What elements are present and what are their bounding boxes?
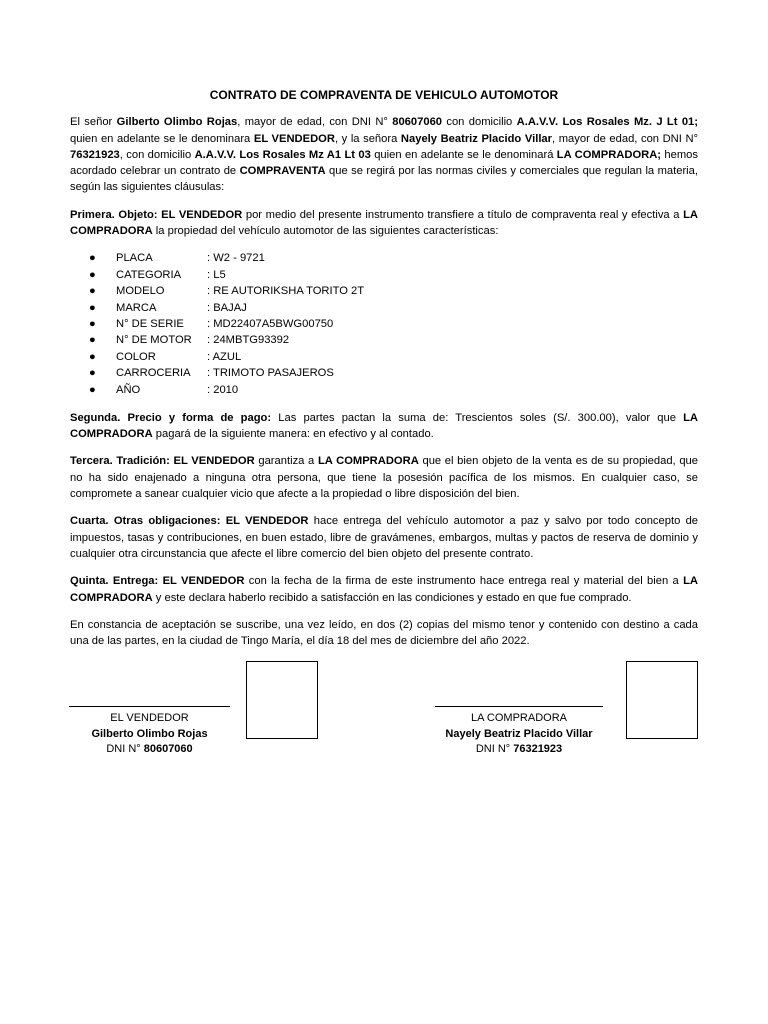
seller-signature-line [69,706,230,707]
bold-run: Gilberto Olimbo Rojas [116,116,238,129]
bold-run: LA COMPRADORA [70,575,699,604]
bold-run: Segunda. Precio y forma de pago: [70,411,272,424]
spec-item [70,283,698,299]
bold-run: EL VENDEDOR [173,455,255,468]
buyer-name: Nayely Beatriz Placido Villar [445,727,593,740]
bold-run: LA COMPRADORA [317,455,419,468]
spec-item [70,250,698,266]
bullet-icon: ● [89,350,96,363]
bold-run: EL VENDEDOR [162,575,245,588]
spec-value: : RE AUTORIKSHA TORITO 2T [207,285,365,298]
clause-primera: Primera. Objeto: EL VENDEDOR por medio del presente instrumento transfiere a título de compraventa real y efectiva a LA COMPRADORA la propiedad del vehículo automotor de las siguientes características: [70,208,699,238]
clause-tercera: Tercera. Tradición: EL VENDEDOR garantiza a LA COMPRADORA que el bien objeto de la venta es de su propiedad, que no ha sido enajenado a ninguna otra persona, que tiene la posesión pacífica de los mismos. En cualquier caso, se compromete a sanear cualquier vicio que afecte a la propiedad o libre disposición del bien. [70,455,698,501]
bold-run: 80607060 [392,116,443,129]
contract-page [70,87,698,660]
bold-run: EL VENDEDOR [253,132,335,145]
seller-role: EL VENDEDOR [110,712,189,724]
spec-item [70,316,698,332]
spec-value: : TRIMOTO PASAJEROS [207,367,334,380]
clause-segunda: Segunda. Precio y forma de pago: Las partes pactan la suma de: Trescientos soles (S/. 300.00), valor que LA COMPRADORA pagará de la siguiente manera: en efectivo y al contado. [70,411,698,441]
spec-item [70,332,698,348]
bullet-icon: ● [89,252,96,265]
seller-dni-number: 80607060 [143,743,193,755]
bold-run: A.A.V.V. Los Rosales Mz. J Lt 01; [516,116,698,129]
bold-run: EL VENDEDOR [225,515,309,528]
spec-label: MARCA [116,301,157,314]
clause-quinta: Quinta. Entrega: EL VENDEDOR con la fecha de la firma de este instrumento hace entrega real y material del bien a LA COMPRADORA y este declara haberlo recibido a satisfacción en las condiciones y estado en que fue comprado. [70,575,699,604]
bold-run: COMPRAVENTA [239,165,326,178]
bold-run: Nayely Beatriz Placido Villar [400,132,553,145]
spec-label: AÑO [116,383,141,396]
clause-cuarta: Cuarta. Otras obligaciones: EL VENDEDOR hace entrega del vehículo automotor a paz y salvo por todo concepto de impuestos, tasas y contribuciones, en buen estado, libre de gravámenes, embargos, multas y pactos de reserva de dominio y cualquier otra circunstancia que afecte el libre comercio del bien objeto del presente contrato. [70,515,699,560]
seller-signature-block [69,706,230,758]
spec-value: : AZUL [207,350,242,363]
spec-value: : 2010 [207,383,239,396]
bold-run: LA COMPRADORA; [556,148,662,161]
spec-value: : L5 [207,268,226,281]
spec-value: : BAJAJ [207,301,247,314]
bullet-icon: ● [89,268,96,281]
seller-dni [69,742,230,758]
spec-label: N° DE SERIE [116,317,184,330]
bold-run: A.A.V.V. Los Rosales Mz A1 Lt 03 [194,148,371,161]
spec-label: CARROCERIA [116,367,191,380]
bold-run: LA COMPRADORA [70,411,698,441]
buyer-fingerprint-box [626,661,698,739]
buyer-dni-label: DNI N° [475,743,511,755]
spec-label: CATEGORIA [116,268,182,281]
bold-run: EL VENDEDOR [161,208,243,221]
bold-run: 76321923 [70,148,120,161]
seller-fingerprint-box [246,661,318,739]
bullet-icon: ● [89,301,96,314]
spec-label: PLACA [116,252,153,265]
spec-item [70,300,698,316]
contract-title: CONTRATO DE COMPRAVENTA DE VEHICULO AUTOMOTOR [209,88,559,102]
seller-name: Gilberto Olimbo Rojas [91,727,208,740]
bullet-icon: ● [89,317,96,330]
buyer-role: LA COMPRADORA [471,712,567,724]
spec-item [70,365,698,381]
vehicle-specs-list [70,250,698,398]
bold-run: LA COMPRADORA [70,208,699,238]
spec-item [70,349,698,365]
bullet-icon: ● [89,367,96,380]
intro-paragraph: El señor Gilberto Olimbo Rojas, mayor de edad, con DNI N° 80607060 con domicilio A.A.V.V. Los Rosales Mz. J Lt 01; quien en adelante se le denominara EL VENDEDOR, y la señora Nayely Beatriz Placido Villar, mayor de edad, con DNI N° 76321923, con domicilio A.A.V.V. Los Rosales Mz A1 Lt 03 quien en adelante se le denominará LA COMPRADORA; hemos acordado celebrar un contrato de COMPRAVENTA que se regirá por las normas civiles y comerciales que regulan la materia, según las siguientes cláusulas: [70,116,699,194]
bold-run: Cuarta. Otras obligaciones: [70,515,221,528]
bold-run: Primera. Objeto: [70,208,158,221]
spec-value: : MD22407A5BWG00750 [207,317,334,330]
spec-value: : 24MBTG93392 [207,334,290,347]
bullet-icon: ● [89,383,96,396]
bullet-icon: ● [89,334,96,347]
buyer-dni-number: 76321923 [513,743,563,755]
bullet-icon: ● [89,285,96,298]
spec-label: N° DE MOTOR [116,334,192,347]
spec-item [70,382,698,398]
buyer-dni [435,742,603,758]
spec-label: COLOR [116,350,156,363]
seller-dni-label: DNI N° [106,743,141,755]
bold-run: Tercera. Tradición: [70,455,170,468]
closing-paragraph: En constancia de aceptación se suscribe, una vez leído, en dos (2) copias del mismo tenor y contenido con destino a cada una de las partes, en la ciudad de Tingo María, el día 18 del mes de diciembre del año 2022. [70,618,698,648]
spec-value: : W2 - 9721 [207,252,265,265]
buyer-signature-line [435,706,603,707]
buyer-signature-block [435,706,603,758]
spec-label: MODELO [116,285,165,298]
spec-item [70,267,698,283]
bold-run: Quinta. Entrega: [70,575,159,588]
